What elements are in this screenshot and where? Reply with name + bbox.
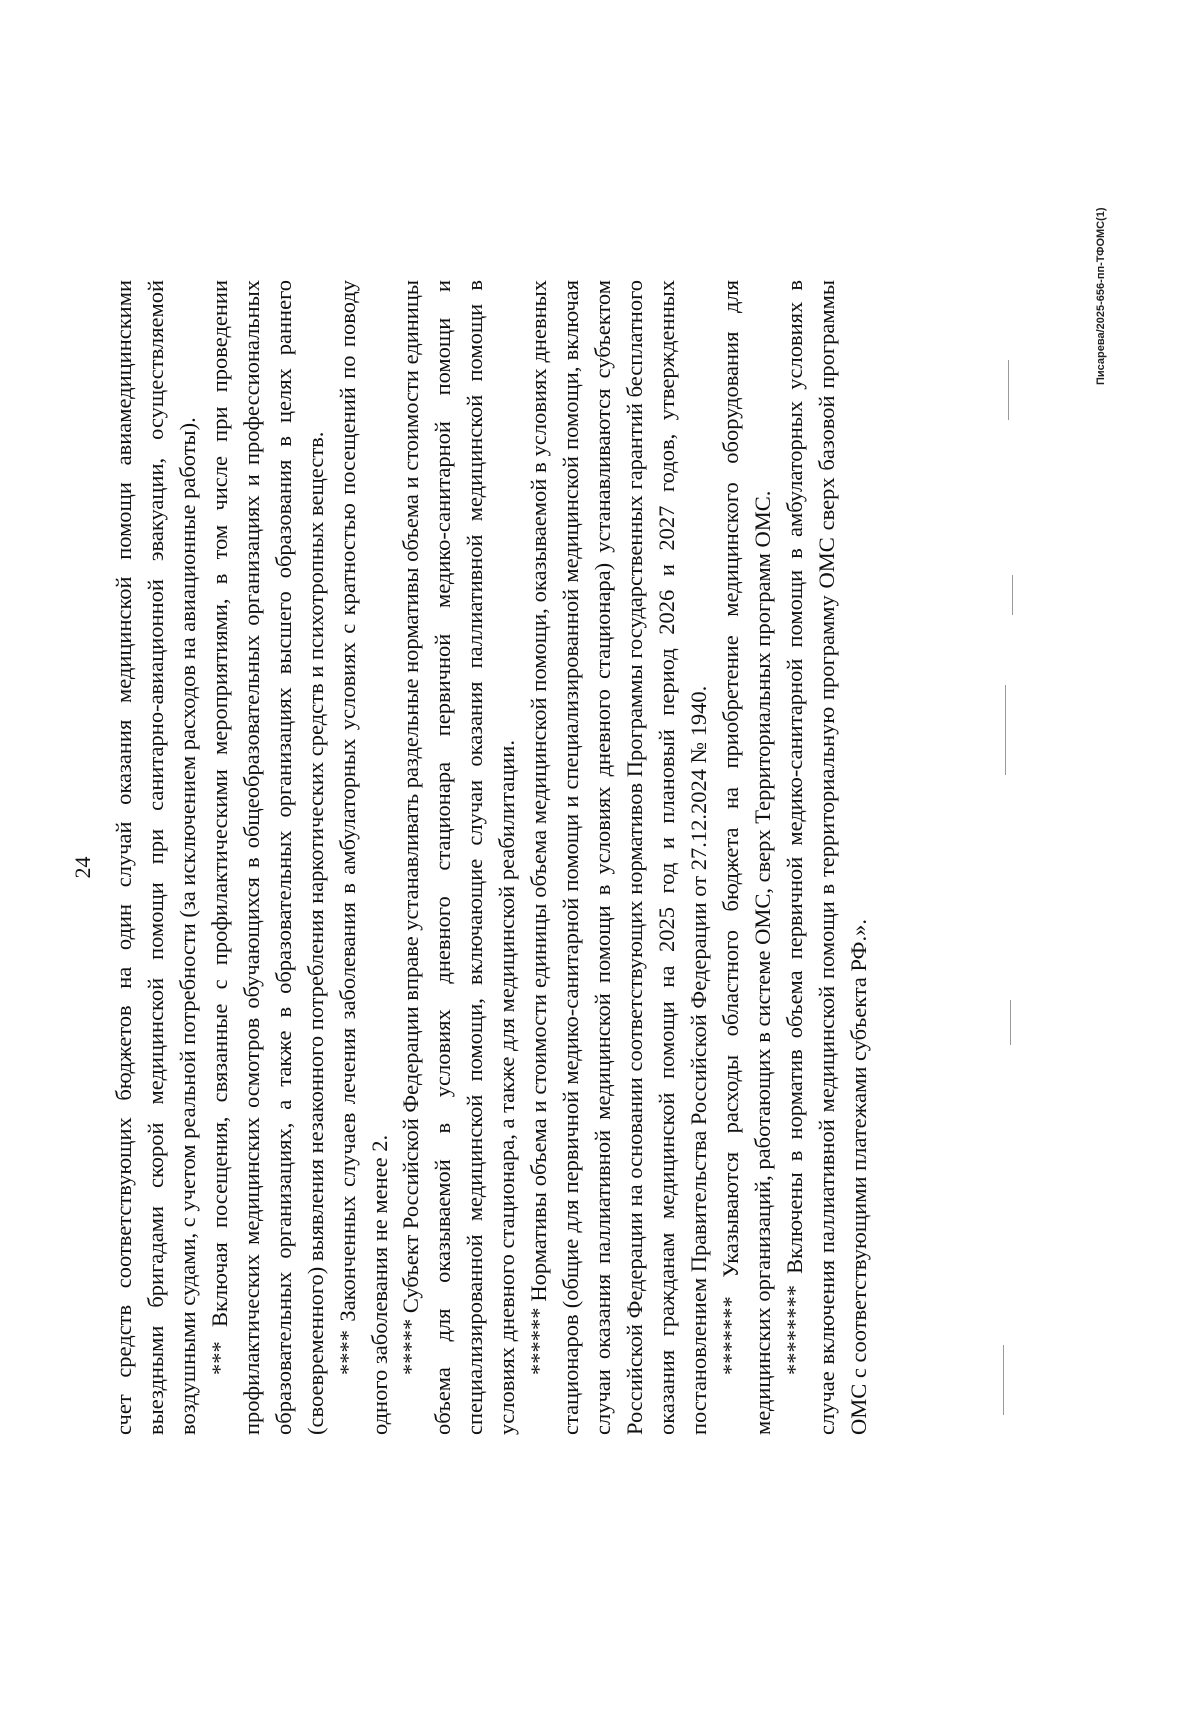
page-number: 24: [70, 856, 95, 879]
footnote-3-visits: *** Включая посещения, связанные с профилактическими мероприятиями, в том числе при проведении профилактических медицинских осмотров обучающихся в общеобразовательных организациях и профессиональных образовательных организациях, а также в образовательных организациях высшего образования в целях раннего (своевременного) выявления незаконного потребления наркотических средств и психотропных веществ.: [206, 280, 328, 1435]
scan-mark-line: [1008, 360, 1009, 420]
footnote-7-equipment-expenses: ******* Указываются расходы областного бюджета на приобретение медицинского оборудования для медицинских организаций, работающих в системе ОМС, сверх Территориальных программ ОМС.: [717, 280, 775, 1435]
paragraph-continuation: счет средств соответствующих бюджетов на один случай оказания медицинской помощи авиамедицинскими выездными бригадами скорой медицинской помощи при санитарно-авиационной эвакуации, осуществляемой воздушными судами, с учетом реальной потребности (за исключением расходов на авиационные работы).: [111, 280, 200, 1435]
document-code: Писарева/2025-656-пп-ТФОМС(1): [1095, 207, 1107, 385]
scan-mark-line: [1003, 1345, 1004, 1415]
footnote-8-palliative-care: ******** Включены в норматив объема первичной медико-санитарной помощи в амбулаторных условиях в случае включения паллиативной медицинской помощи в территориальную программу ОМС сверх базовой программы ОМС с соответствующими платежами субъекта РФ.».: [781, 280, 871, 1435]
footnote-4-completed-cases: **** Законченных случаев лечения заболевания в амбулаторных условиях с кратностью посещений по поводу одного заболевания не менее 2.: [334, 280, 392, 1435]
footnote-5-day-hospital-norms: ***** Субъект Российской Федерации вправе устанавливать раздельные нормативы объема и стоимости единицы объема для оказываемой в условиях дневного стационара первичной медико-санитарной помощи и специализированной медицинской помощи, включающие случаи оказания паллиативной медицинской помощи в условиях дневного стационара, а также для медицинской реабилитации.: [398, 280, 520, 1435]
body-text: [108, 280, 875, 1435]
footnote-6-volume-cost-norms: ****** Нормативы объема и стоимости единицы объема медицинской помощи, оказываемой в условиях дневных стационаров (общие для первичной медико-санитарной помощи и специализированной медицинской помощи, включая случаи оказания паллиативной медицинской помощи в условиях дневного стационара) устанавливаются субъектом Российской Федерации на основании соответствующих нормативов Программы государственных гарантий бесплатного оказания гражданам медицинской помощи на 2025 год и плановый период 2026 и 2027 годов, утвержденных постановлением Правительства Российской Федерации от 27.12.2024 № 1940.: [526, 280, 711, 1435]
scan-mark-line: [1005, 685, 1006, 775]
scan-mark-line: [1010, 1000, 1011, 1045]
scan-mark-line: [1012, 575, 1013, 615]
